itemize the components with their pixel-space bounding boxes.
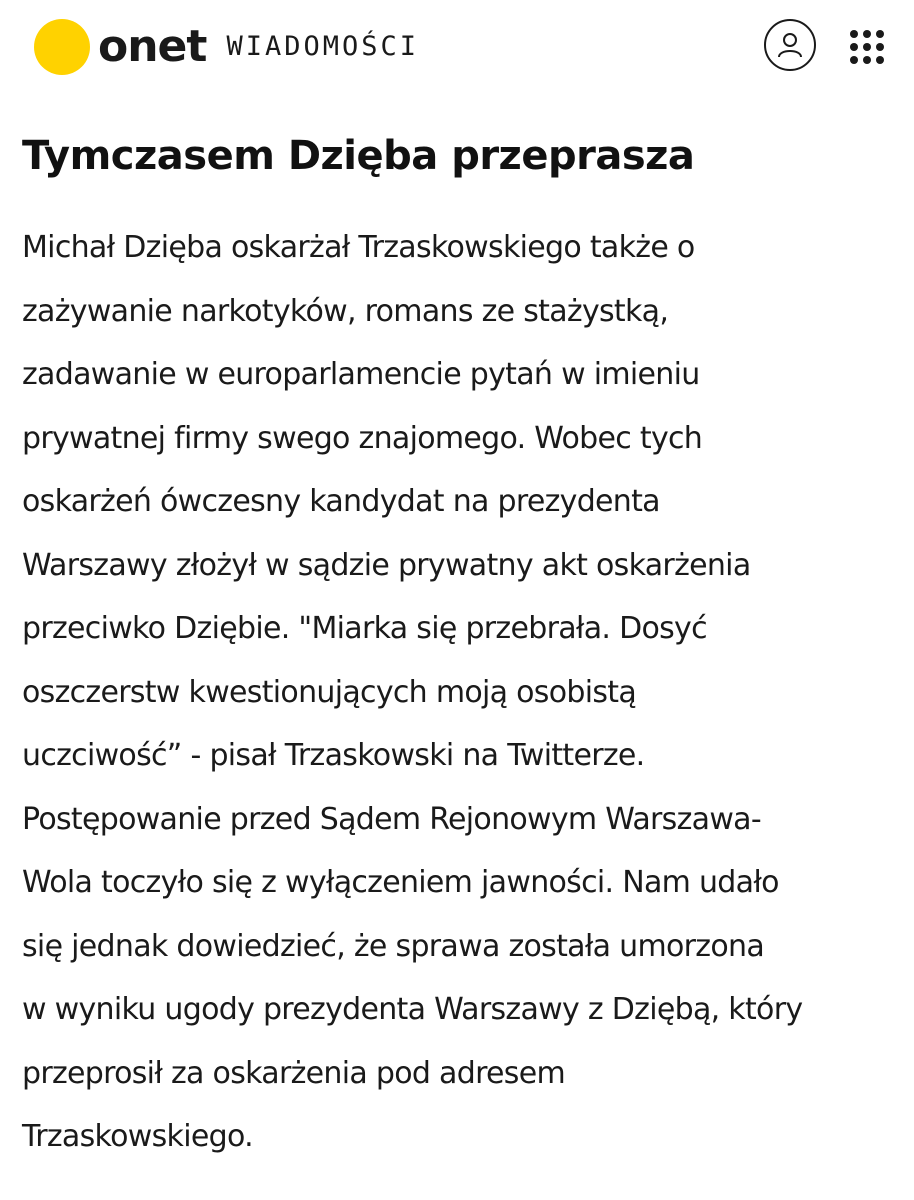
paragraph-line: Wola toczyło się z wyłączeniem jawności. Nam udało xyxy=(22,865,779,900)
apps-grid-icon xyxy=(876,43,884,51)
apps-grid-icon xyxy=(863,30,871,38)
apps-grid-icon xyxy=(863,56,871,64)
apps-grid-icon xyxy=(876,56,884,64)
section-name: WIADOMOŚCI xyxy=(226,31,419,62)
apps-grid-icon xyxy=(863,43,871,51)
site-logo-link[interactable] xyxy=(34,19,419,75)
paragraph-line: Postępowanie przed Sądem Rejonowym Warszawa- xyxy=(22,801,761,837)
article-paragraph xyxy=(22,216,892,1169)
paragraph-line: się jednak dowiedzieć, że sprawa została umorzona xyxy=(22,928,765,964)
apps-grid-icon xyxy=(850,30,858,38)
paragraph-line: oszczerstw kwestionujących moją osobistą xyxy=(22,674,637,710)
apps-menu-button[interactable] xyxy=(850,30,884,64)
paragraph-line: prywatnej firmy swego znajomego. Wobec tych xyxy=(22,420,703,456)
paragraph-line: przeciwko Dziębie. "Miarka się przebrała. Dosyć xyxy=(22,611,707,646)
onet-logo-dot-icon xyxy=(34,19,90,75)
account-button[interactable] xyxy=(764,19,816,71)
paragraph-line: przeprosił za oskarżenia pod adresem xyxy=(22,1055,566,1091)
paragraph-line: Trzaskowskiego. xyxy=(22,1119,253,1154)
apps-grid-icon xyxy=(876,30,884,38)
article-subheading: Tymczasem Dzięba przeprasza xyxy=(22,133,695,179)
site-header xyxy=(0,0,914,96)
paragraph-line: zadawanie w europarlamencie pytań w imieniu xyxy=(22,357,700,392)
paragraph-line: oskarżeń ówczesny kandydat na prezydenta xyxy=(22,484,660,519)
user-icon xyxy=(776,31,804,59)
paragraph-line: zażywanie narkotyków, romans ze stażystką, xyxy=(22,293,669,329)
paragraph-line: w wyniku ugody prezydenta Warszawy z Dziębą, który xyxy=(22,992,803,1027)
paragraph-line: Michał Dzięba oskarżał Trzaskowskiego także o xyxy=(22,230,695,265)
logo-wordmark: onet xyxy=(98,21,207,72)
article xyxy=(22,120,892,1169)
apps-grid-icon xyxy=(850,56,858,64)
paragraph-line: uczciwość” - pisał Trzaskowski na Twitterze. xyxy=(22,738,645,773)
apps-grid-icon xyxy=(850,43,858,51)
paragraph-line: Warszawy złożył w sądzie prywatny akt oskarżenia xyxy=(22,547,751,583)
